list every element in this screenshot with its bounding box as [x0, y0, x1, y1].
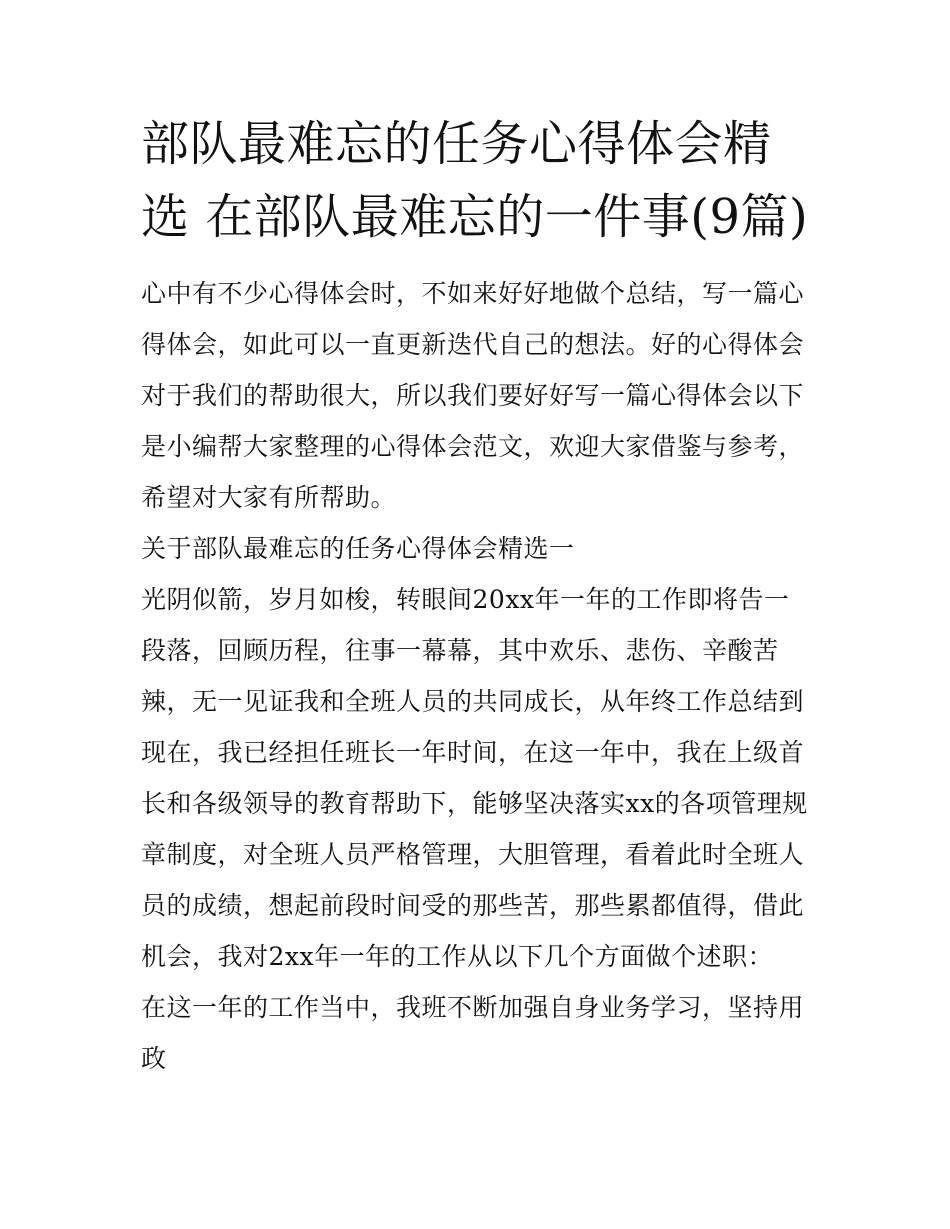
- document-title: 部队最难忘的任务心得体会精选 在部队最难忘的一件事(9篇): [141, 116, 809, 245]
- document-body: [141, 108, 813, 1084]
- body-paragraph: 在这一年的工作当中，我班不断加强自身业务学习，坚持用政: [141, 993, 805, 1073]
- body-paragraph: 光阴似箭，岁月如梭，转眼间20xx年一年的工作即将告一段落，回顾历程，往事一幕幕，其中欢乐、悲伤、辛酸苦辣，无一见证我和全班人员的共同成长，从年终工作总结到现在，我已经担任班长一年时间，在这一年中，我在上级首长和各级领导的教育帮助下，能够坚决落实xx的各项管理规章制度，对全班人员严格管理，大胆管理，看着此时全班人员的成绩，想起前段时间受的那些苦，那些累都值得，借此机会，我对2xx年一年的工作从以下几个方面做个述职：: [141, 585, 808, 971]
- title-spacer: [141, 254, 813, 268]
- intro-paragraph: 心中有不少心得体会时，不如来好好地做个总结，写一篇心得体会，如此可以一直更新迭代自己的想法。好的心得体会对于我们的帮助很大，所以我们要好好写一篇心得体会以下是小编帮大家整理的心得体会范文，欢迎大家借鉴与参考，希望对大家有所帮助。: [141, 279, 805, 512]
- section-heading: 关于部队最难忘的任务心得体会精选一: [141, 534, 575, 563]
